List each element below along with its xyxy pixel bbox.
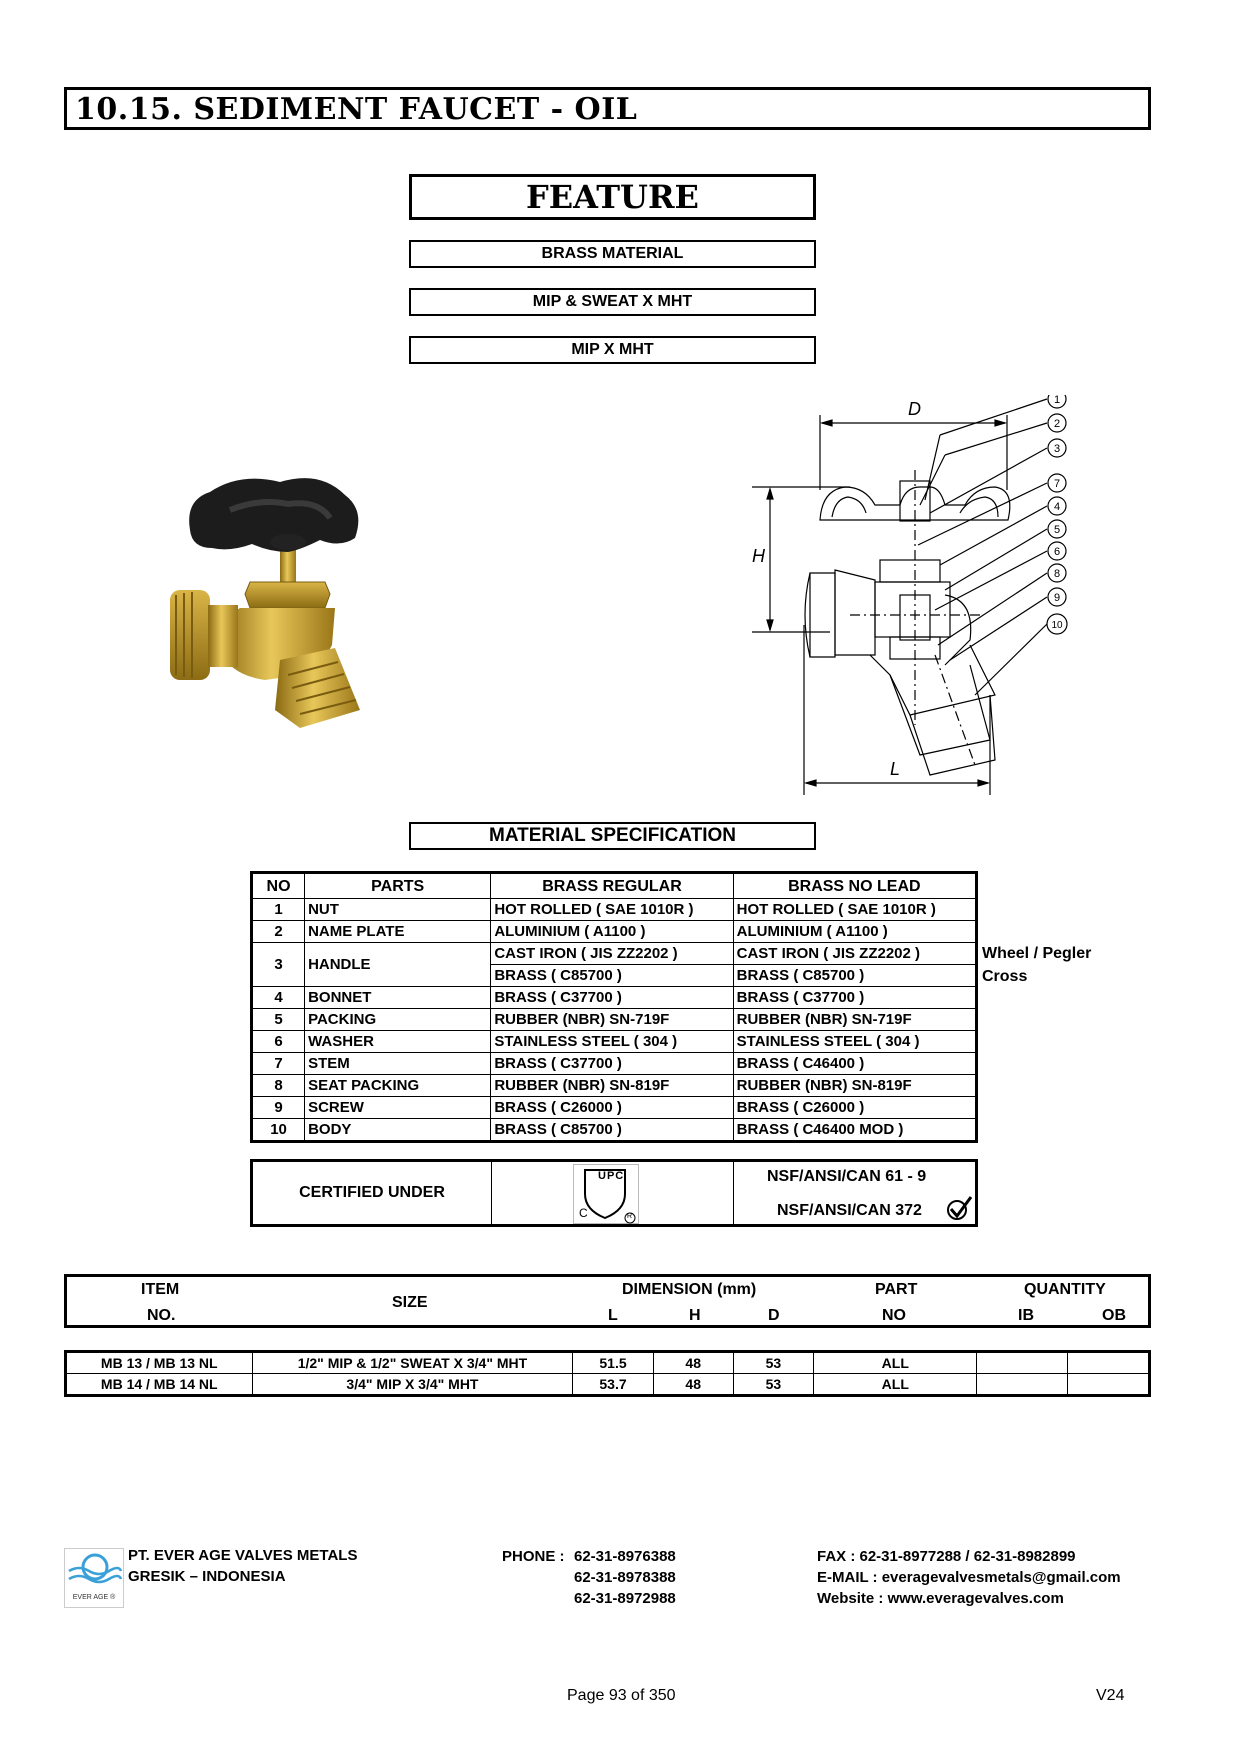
dim-l-label: L xyxy=(890,759,901,779)
row-regular: BRASS ( C37700 ) xyxy=(491,1053,733,1075)
callout-9: 9 xyxy=(1053,592,1061,604)
item-no: MB 13 / MB 13 NL xyxy=(66,1352,253,1374)
row-nolead: RUBBER (NBR) SN-719F xyxy=(733,1009,976,1031)
callout-7: 7 xyxy=(1053,478,1061,490)
table-row xyxy=(252,1031,977,1053)
row-no: 8 xyxy=(252,1075,305,1097)
company-logo xyxy=(64,1548,124,1608)
part-label-1: PART xyxy=(875,1281,918,1298)
phone-label: PHONE : xyxy=(502,1548,565,1565)
item-ib xyxy=(977,1352,1067,1374)
item-label-2: NO. xyxy=(147,1307,176,1324)
table-row xyxy=(252,1075,977,1097)
row-regular: CAST IRON ( JIS ZZ2202 ) xyxy=(491,943,733,965)
dim-h-header: H xyxy=(689,1307,701,1324)
faucet-photo xyxy=(170,470,380,730)
row-part: PACKING xyxy=(305,1009,491,1031)
table-header-row xyxy=(252,873,977,899)
upc-cell xyxy=(493,1162,734,1224)
row-part: NAME PLATE xyxy=(305,921,491,943)
item-part: ALL xyxy=(814,1352,977,1374)
table-row xyxy=(252,1053,977,1075)
table-row xyxy=(252,1009,977,1031)
table-row xyxy=(252,987,977,1009)
callout-4: 4 xyxy=(1053,501,1061,513)
part-label-2: NO xyxy=(882,1307,906,1324)
section-title: 10.15. SEDIMENT FAUCET - OIL xyxy=(75,92,638,127)
row-no: 5 xyxy=(252,1009,305,1031)
row-no: 2 xyxy=(252,921,305,943)
table-row xyxy=(252,899,977,921)
row-no: 10 xyxy=(252,1119,305,1142)
certification-box xyxy=(250,1159,978,1227)
section-title-box xyxy=(64,87,1151,130)
row-regular: HOT ROLLED ( SAE 1010R ) xyxy=(491,899,733,921)
logo-text: EVER AGE ® xyxy=(72,1594,116,1601)
callout-5: 5 xyxy=(1053,524,1061,536)
row-nolead: HOT ROLLED ( SAE 1010R ) xyxy=(733,899,976,921)
item-l: 51.5 xyxy=(573,1352,653,1374)
item-h: 48 xyxy=(653,1374,733,1396)
callout-6: 6 xyxy=(1053,546,1061,558)
row-no: 7 xyxy=(252,1053,305,1075)
row-nolead: BRASS ( C46400 ) xyxy=(733,1053,976,1075)
row-no: 6 xyxy=(252,1031,305,1053)
item-ib xyxy=(977,1374,1067,1396)
checkmark-icon xyxy=(945,1194,973,1222)
item-size: 3/4" MIP X 3/4" MHT xyxy=(252,1374,573,1396)
feature-item-1: BRASS MATERIAL xyxy=(409,240,816,268)
callout-10: 10 xyxy=(1051,620,1063,631)
col-no: NO xyxy=(252,873,305,899)
handle-note-1: Wheel / Pegler xyxy=(982,945,1092,962)
dimension-label: DIMENSION (mm) xyxy=(622,1281,757,1298)
size-label: SIZE xyxy=(392,1294,428,1311)
phone-1: 62-31-8976388 xyxy=(574,1548,676,1565)
feature-heading: FEATURE xyxy=(409,174,816,220)
technical-drawing xyxy=(740,395,1090,805)
upc-mark-letters: UPC xyxy=(598,1170,625,1182)
item-l: 53.7 xyxy=(573,1374,653,1396)
phone-2: 62-31-8978388 xyxy=(574,1569,676,1586)
row-nolead: BRASS ( C46400 MOD ) xyxy=(733,1119,976,1142)
row-regular: RUBBER (NBR) SN-819F xyxy=(491,1075,733,1097)
callout-2: 2 xyxy=(1053,418,1061,430)
row-regular: RUBBER (NBR) SN-719F xyxy=(491,1009,733,1031)
item-h: 48 xyxy=(653,1352,733,1374)
material-spec-table xyxy=(250,871,978,1143)
item-table xyxy=(64,1350,1151,1397)
item-no: MB 14 / MB 14 NL xyxy=(66,1374,253,1396)
row-no: 4 xyxy=(252,987,305,1009)
ob-label: OB xyxy=(1102,1307,1126,1324)
row-regular: BRASS ( C26000 ) xyxy=(491,1097,733,1119)
row-nolead: CAST IRON ( JIS ZZ2202 ) xyxy=(733,943,976,965)
callout-3: 3 xyxy=(1053,443,1061,455)
row-part: SCREW xyxy=(305,1097,491,1119)
company-name: PT. EVER AGE VALVES METALS xyxy=(128,1547,358,1564)
upc-mark-c: C xyxy=(579,1206,588,1220)
fax: FAX : 62-31-8977288 / 62-31-8982899 xyxy=(817,1548,1076,1565)
phone-3: 62-31-8972988 xyxy=(574,1590,676,1607)
feature-item-3: MIP X MHT xyxy=(409,336,816,364)
row-regular: BRASS ( C85700 ) xyxy=(491,1119,733,1142)
item-d: 53 xyxy=(733,1352,813,1374)
feature-item-2: MIP & SWEAT X MHT xyxy=(409,288,816,316)
upc-mark-r: R xyxy=(627,1213,633,1220)
certified-under-label: CERTIFIED UNDER xyxy=(253,1162,492,1224)
table-row xyxy=(66,1374,1150,1396)
handle-note-2: Cross xyxy=(982,968,1028,985)
ib-label: IB xyxy=(1018,1307,1034,1324)
item-ob xyxy=(1067,1352,1149,1374)
email: E-MAIL : everagevalvesmetals@gmail.com xyxy=(817,1569,1121,1586)
table-row xyxy=(66,1352,1150,1374)
row-part: NUT xyxy=(305,899,491,921)
row-no: 9 xyxy=(252,1097,305,1119)
dimension-header xyxy=(64,1274,1151,1328)
row-part: HANDLE xyxy=(305,943,491,987)
quantity-label: QUANTITY xyxy=(1024,1281,1106,1298)
row-regular: BRASS ( C37700 ) xyxy=(491,987,733,1009)
row-part: SEAT PACKING xyxy=(305,1075,491,1097)
dim-h-label: H xyxy=(752,546,765,566)
row-no: 3 xyxy=(252,943,305,987)
row-regular: STAINLESS STEEL ( 304 ) xyxy=(491,1031,733,1053)
row-no: 1 xyxy=(252,899,305,921)
item-d: 53 xyxy=(733,1374,813,1396)
callout-8: 8 xyxy=(1053,568,1061,580)
dim-d-header: D xyxy=(768,1307,780,1324)
standard-2: NSF/ANSI/CAN 372 xyxy=(777,1202,922,1219)
dim-l-header: L xyxy=(608,1307,618,1324)
material-spec-heading: MATERIAL SPECIFICATION xyxy=(409,822,816,850)
row-nolead: STAINLESS STEEL ( 304 ) xyxy=(733,1031,976,1053)
standard-1: NSF/ANSI/CAN 61 - 9 xyxy=(767,1168,927,1185)
row-part: BONNET xyxy=(305,987,491,1009)
wave-logo-icon xyxy=(65,1549,123,1589)
item-part: ALL xyxy=(814,1374,977,1396)
row-regular-2: BRASS ( C85700 ) xyxy=(491,965,733,987)
website: Website : www.everagevalves.com xyxy=(817,1590,1064,1607)
row-nolead: BRASS ( C26000 ) xyxy=(733,1097,976,1119)
table-row xyxy=(252,943,977,965)
row-nolead-2: BRASS ( C85700 ) xyxy=(733,965,976,987)
row-nolead: RUBBER (NBR) SN-819F xyxy=(733,1075,976,1097)
item-label-1: ITEM xyxy=(141,1281,180,1298)
table-row xyxy=(252,1097,977,1119)
row-regular: ALUMINIUM ( A1100 ) xyxy=(491,921,733,943)
page-number: Page 93 of 350 xyxy=(567,1687,676,1704)
row-part: BODY xyxy=(305,1119,491,1142)
item-ob xyxy=(1067,1374,1149,1396)
company-location: GRESIK – INDONESIA xyxy=(128,1568,286,1585)
row-part: WASHER xyxy=(305,1031,491,1053)
dim-d-label: D xyxy=(908,399,921,419)
version: V24 xyxy=(1096,1687,1125,1704)
col-parts: PARTS xyxy=(305,873,491,899)
col-brass-no-lead: BRASS NO LEAD xyxy=(733,873,976,899)
callout-1: 1 xyxy=(1053,395,1061,406)
col-brass-regular: BRASS REGULAR xyxy=(491,873,733,899)
table-row xyxy=(252,1119,977,1142)
row-part: STEM xyxy=(305,1053,491,1075)
row-nolead: ALUMINIUM ( A1100 ) xyxy=(733,921,976,943)
row-nolead: BRASS ( C37700 ) xyxy=(733,987,976,1009)
table-row xyxy=(252,921,977,943)
item-size: 1/2" MIP & 1/2" SWEAT X 3/4" MHT xyxy=(252,1352,573,1374)
